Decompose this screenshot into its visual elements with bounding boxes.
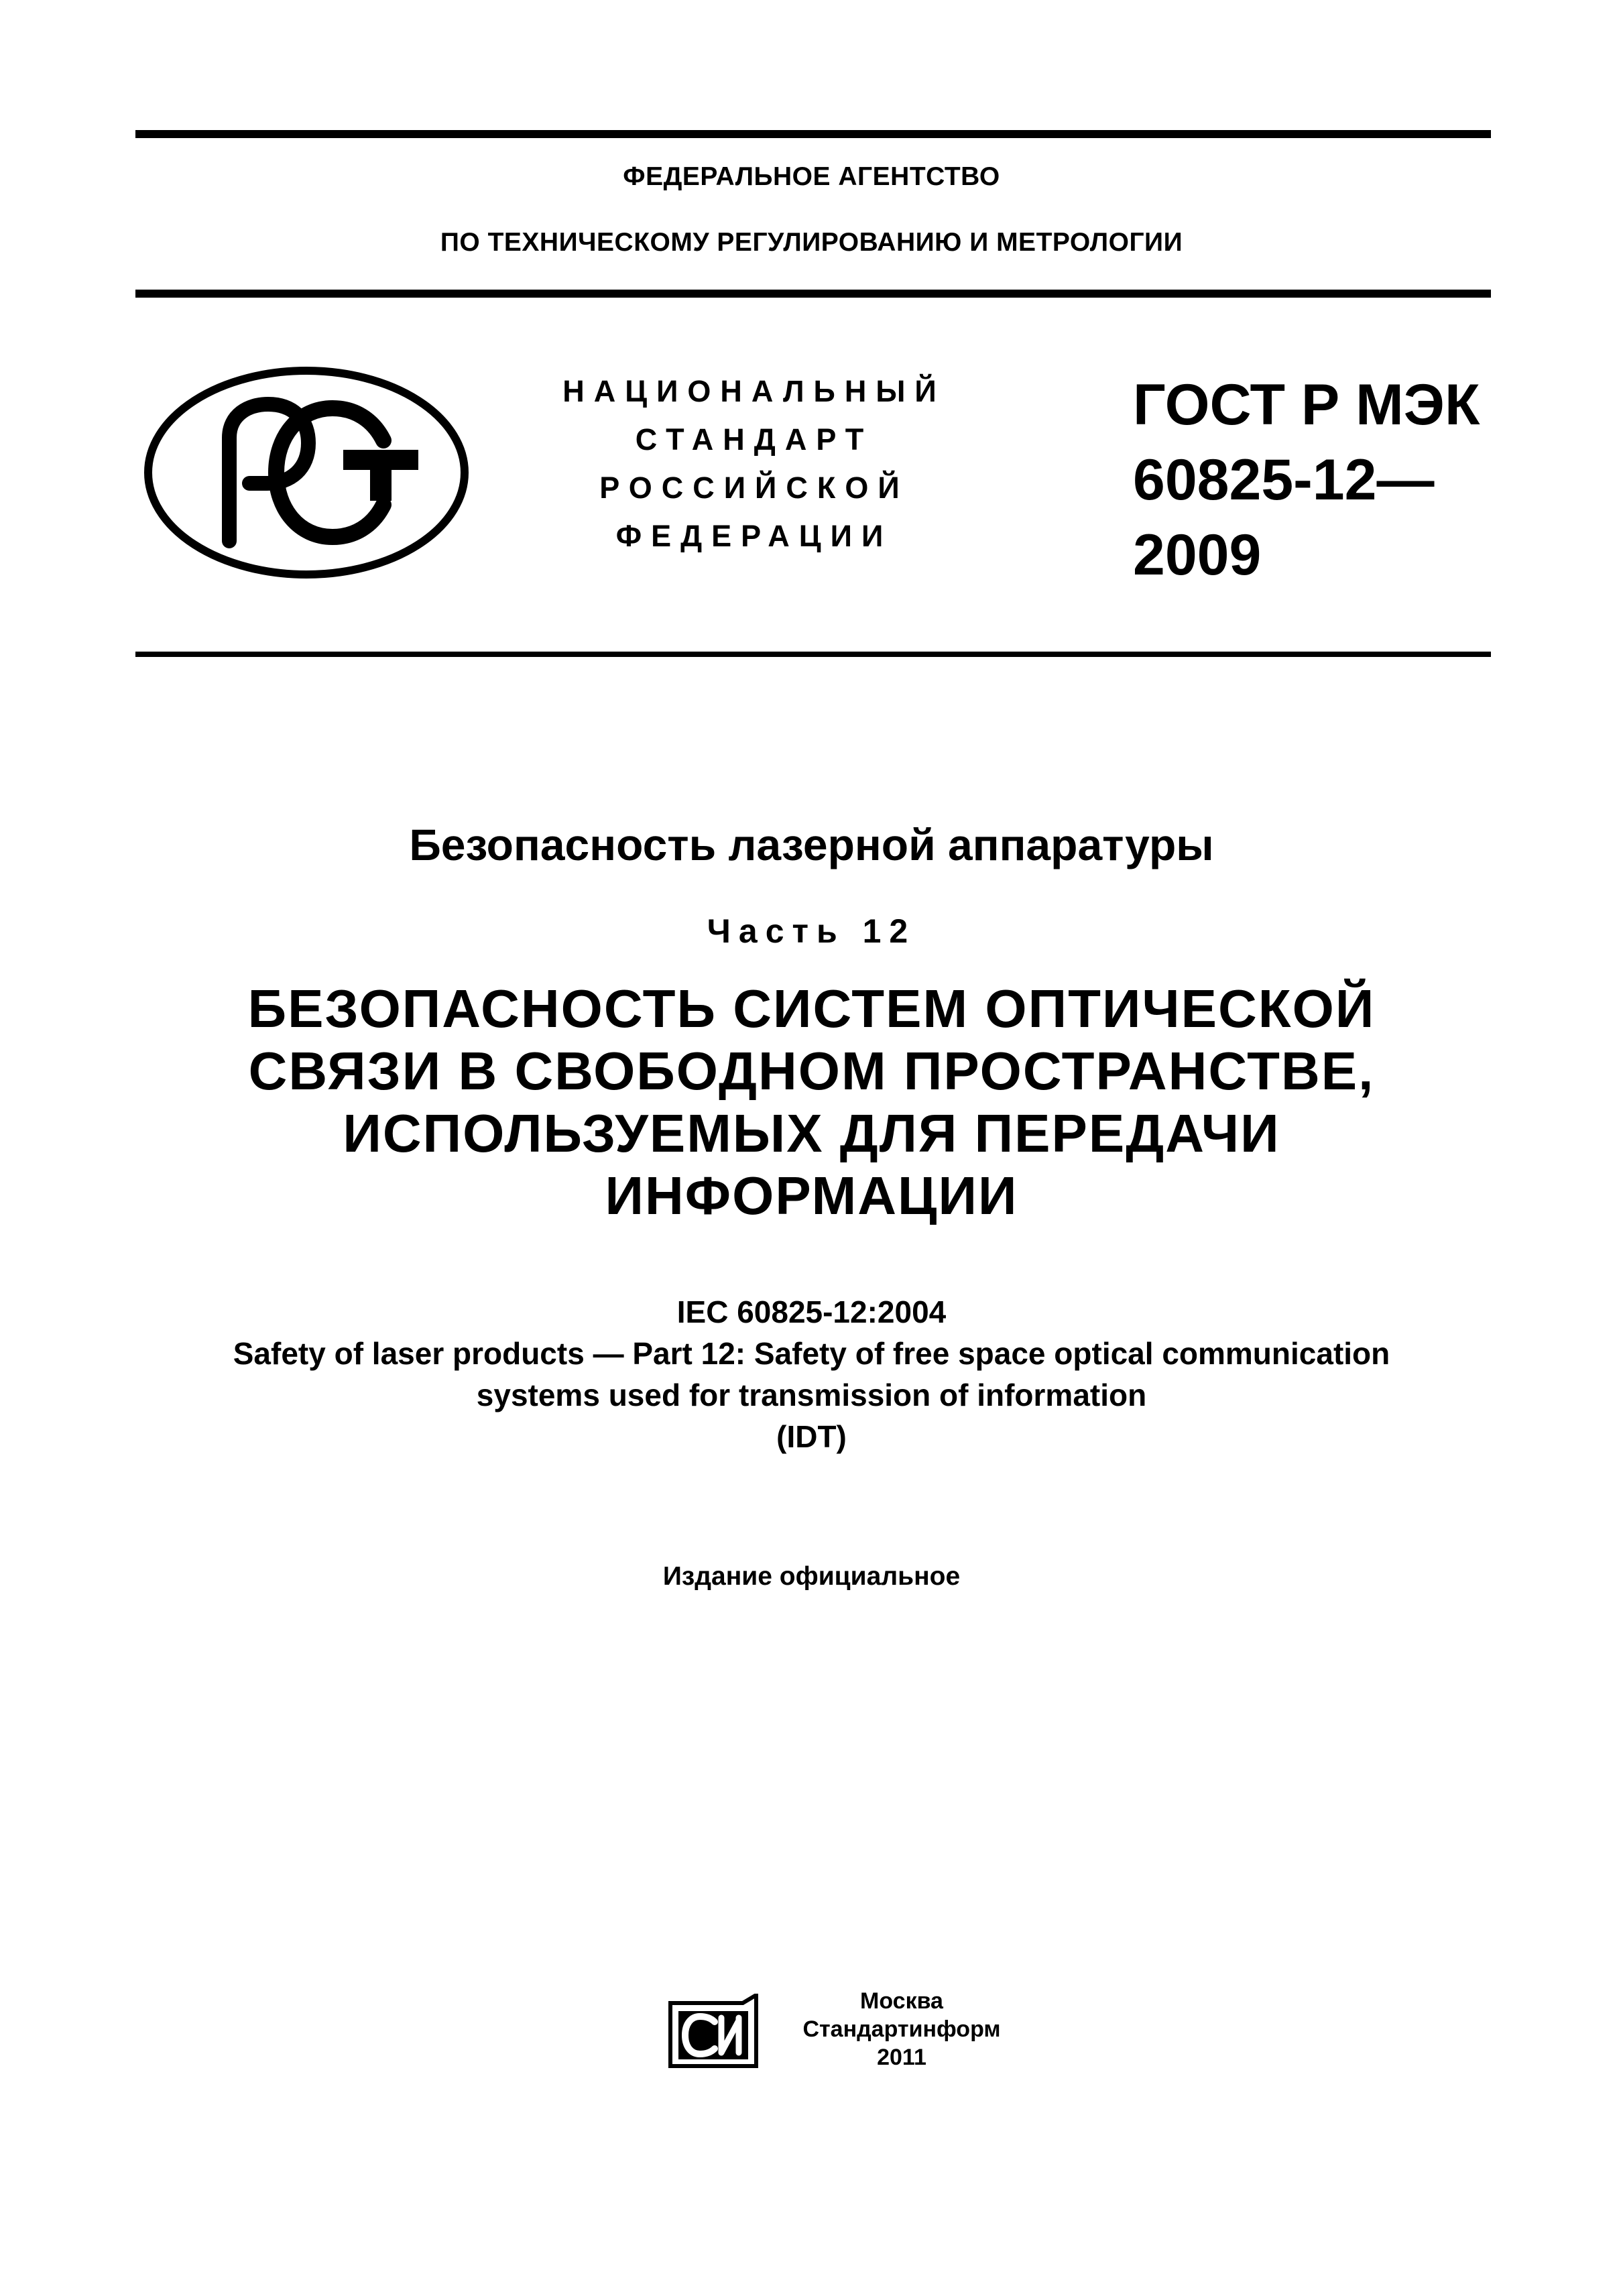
publisher-year: 2011 bbox=[877, 2045, 926, 2070]
standartinform-logo-icon bbox=[664, 1994, 764, 2078]
designation-line: 60825-12— bbox=[1133, 448, 1435, 512]
header-bottom-rule bbox=[135, 652, 1491, 657]
iec-title-line-2: systems used for transmission of information bbox=[476, 1378, 1147, 1412]
international-reference bbox=[0, 1291, 1623, 1457]
agency-rule bbox=[135, 290, 1491, 298]
main-title-line: БЕЗОПАСНОСТЬ СИСТЕМ ОПТИЧЕСКОЙ bbox=[247, 979, 1376, 1038]
iec-code: IEC 60825-12:2004 bbox=[676, 1294, 947, 1329]
national-standard-label bbox=[530, 367, 979, 560]
top-rule bbox=[135, 130, 1491, 138]
agency-line-2: ПО ТЕХНИЧЕСКОМУ РЕГУЛИРОВАНИЮ И МЕТРОЛОГИИ bbox=[440, 228, 1183, 257]
designation-line: ГОСТ Р МЭК bbox=[1133, 373, 1480, 437]
national-standard-line: НАЦИОНАЛЬНЫЙ bbox=[562, 374, 946, 408]
rst-logo-icon bbox=[142, 365, 471, 580]
main-title-line: ИСПОЛЬЗУЕМЫХ ДЛЯ ПЕРЕДАЧИ bbox=[343, 1103, 1280, 1163]
designation-line: 2009 bbox=[1133, 523, 1262, 587]
main-title-line: ИНФОРМАЦИИ bbox=[605, 1166, 1018, 1225]
general-title: Безопасность лазерной аппаратуры bbox=[409, 820, 1214, 869]
national-standard-line: РОССИЙСКОЙ bbox=[599, 471, 909, 505]
idt-marker: (IDT) bbox=[776, 1419, 847, 1454]
publisher-name: Стандартинформ bbox=[802, 2016, 1001, 2042]
standard-designation bbox=[1133, 367, 1480, 593]
main-title bbox=[0, 977, 1623, 1227]
agency-line-1: ФЕДЕРАЛЬНОЕ АГЕНТСТВО bbox=[623, 162, 1000, 191]
main-title-line: СВЯЗИ В СВОБОДНОМ ПРОСТРАНСТВЕ, bbox=[248, 1041, 1375, 1101]
edition-label: Издание официальное bbox=[662, 1562, 961, 1591]
iec-title-line-1: Safety of laser products — Part 12: Safety of free space optical communication bbox=[233, 1336, 1390, 1371]
part-number: Часть 12 bbox=[707, 912, 916, 950]
national-standard-line: ФЕДЕРАЦИИ bbox=[615, 519, 893, 553]
publisher-city: Москва bbox=[860, 1988, 943, 2014]
publisher-info bbox=[778, 1987, 1026, 2071]
national-standard-line: СТАНДАРТ bbox=[635, 422, 874, 457]
